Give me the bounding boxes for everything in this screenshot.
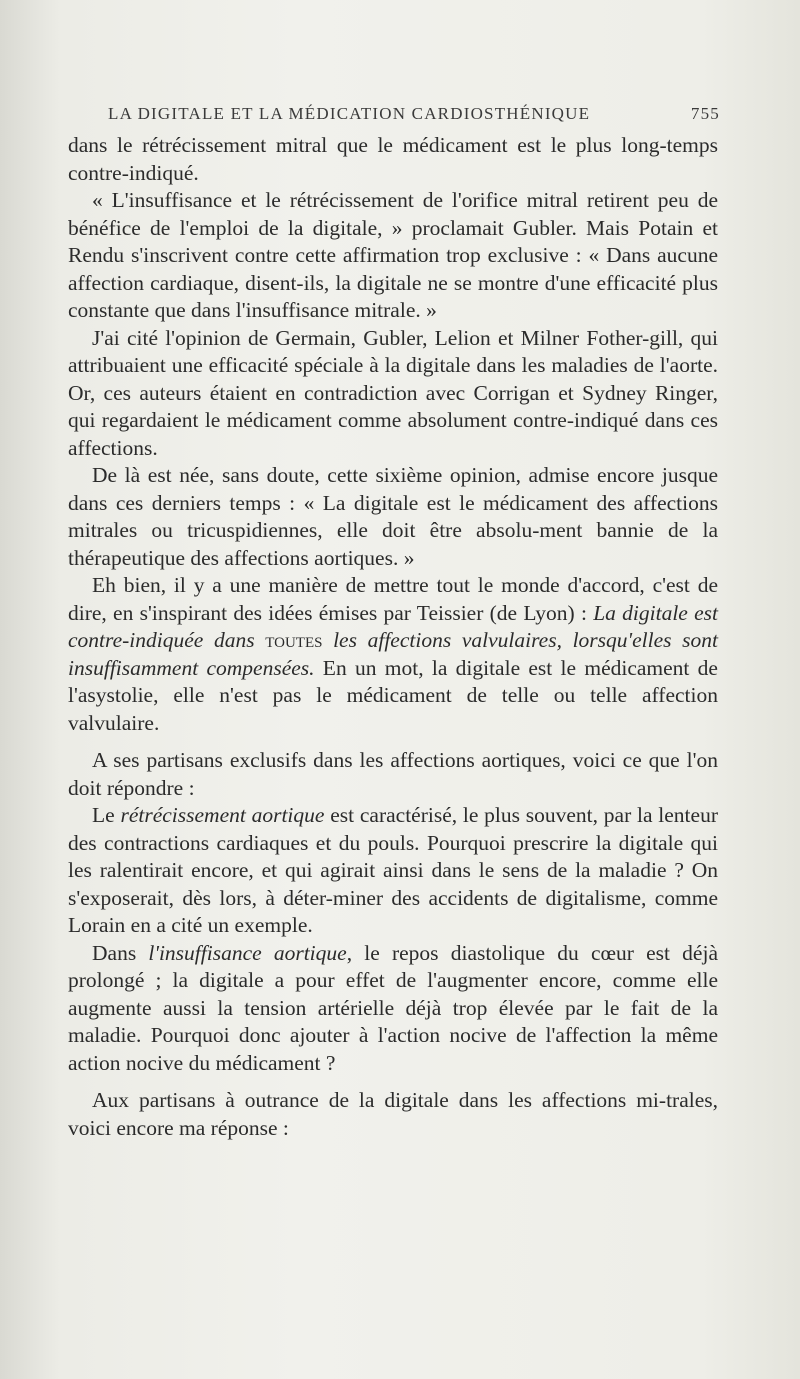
- paragraph-5-smallcaps: toutes: [265, 628, 323, 652]
- paragraph-8-italic: l'insuffisance aortique: [148, 940, 347, 965]
- running-title: LA DIGITALE ET LA MÉDICATION CARDIOSTHÉNIQUE: [108, 104, 591, 123]
- paragraph-7: [68, 802, 718, 940]
- page-number: 755: [690, 104, 720, 123]
- paragraph-8-lead: Dans: [92, 940, 149, 965]
- paragraph-5-italic: La digitale est contre-indiquée dans: [68, 600, 718, 652]
- running-head: [108, 104, 720, 128]
- paragraph-2: « L'insuffisance et le rétrécissement de l'orifice mitral retirent peu de bénéfice de l'emploi de la digitale, » proclamait Gubler. Mais Potain et Rendu s'inscrivent contre cette affirmation trop exclusive : « Dans aucune affection cardiaque, disent-ils, la digitale ne se montre d'une efficacité plus constante que dans l'insuffisance mitrale. »: [68, 188, 718, 322]
- paragraph-7-lead: Le: [92, 803, 121, 827]
- paragraph-5-tail: En un mot, la digitale est le médicament de l'asystolie, elle n'est pas le médicament de telle ou telle affection valvulaire.: [68, 655, 718, 735]
- paragraph-5: [68, 572, 718, 737]
- paragraph-8: [68, 940, 718, 1078]
- paragraph-3: J'ai cité l'opinion de Germain, Gubler, Lelion et Milner Fother-gill, qui attribuaient une efficacité spéciale à la digitale dans les maladies de l'aorte. Or, ces auteurs étaient en contradiction avec Corrigan et Sydney Ringer, qui regardaient le médicament comme absolument contre-indiqué dans ces affections.: [68, 325, 718, 460]
- paragraph-9: Aux partisans à outrance de la digitale dans les affections mi-trales, voici encore ma réponse :: [68, 1088, 718, 1140]
- paragraph-7-tail: est caractérisé, le plus souvent, par la lenteur des contractions cardiaques et du pouls. Pourquoi prescrire la digitale qui les ralentirait encore, et qui agirait ainsi dans le sens de la maladie ? On s'exposerait, dès lors, à déter-miner des accidents de digitalisme, comme Lorain en a cité un exemple.: [68, 803, 718, 937]
- paragraph-8-tail: , le repos diastolique du cœur est déjà prolongé ; la digitale a pour effet de l'augmenter encore, comme elle augmente aussi la tension artérielle déjà trop élevée par le fait de la maladie. Pourquoi donc ajouter à l'action nocive de l'affection la même action nocive du médicament ?: [68, 940, 718, 1075]
- paragraph-4: De là est née, sans doute, cette sixième opinion, admise encore jusque dans ces derniers temps : « La digitale est le médicament des affections mitrales ou tricuspidiennes, elle doit être absolu-ment bannie de la thérapeutique des affections aortiques. »: [68, 463, 718, 570]
- main-text: [68, 132, 718, 1142]
- paragraph-5-lead: Eh bien, il y a une manière de mettre tout le monde d'accord, c'est de dire, en s'inspirant des idées émises par Teissier (de Lyon) :: [68, 573, 718, 625]
- paragraph-5-italic-2: les affections valvulaires, lorsqu'elles sont insuffisamment compensées.: [68, 628, 719, 680]
- paragraph-6: A ses partisans exclusifs dans les affections aortiques, voici ce que l'on doit répondre :: [68, 748, 718, 800]
- paragraph-7-italic: rétrécissement aortique: [120, 803, 325, 827]
- paragraph-1: dans le rétrécissement mitral que le médicament est le plus long-temps contre-indiqué.: [68, 133, 718, 185]
